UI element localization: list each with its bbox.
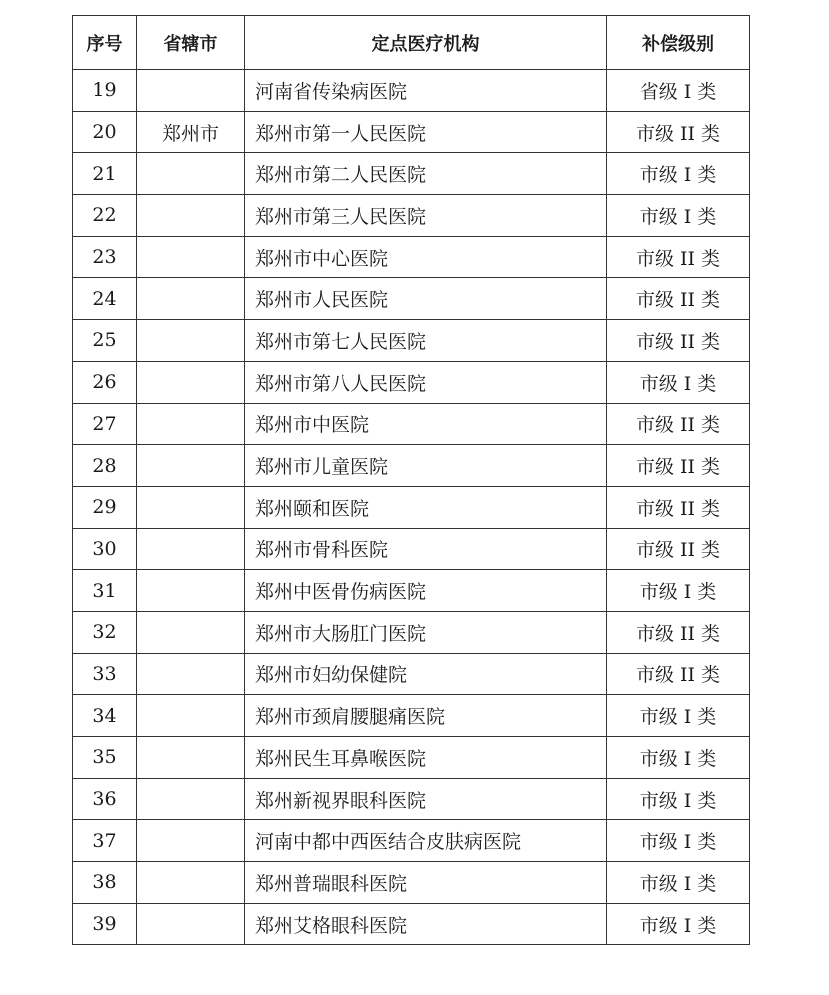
row-level: 市级 II 类 <box>607 403 750 445</box>
row-number: 29 <box>73 486 137 528</box>
row-level: 市级 I 类 <box>607 153 750 195</box>
row-city <box>137 236 245 278</box>
hospital-table <box>72 15 750 945</box>
row-institution: 郑州市妇幼保健院 <box>245 653 607 695</box>
table-row <box>73 153 750 195</box>
row-number: 22 <box>73 195 137 237</box>
row-city <box>137 737 245 779</box>
row-institution: 郑州市中医院 <box>245 403 607 445</box>
row-institution: 郑州艾格眼科医院 <box>245 903 607 945</box>
row-city <box>137 70 245 112</box>
row-institution: 郑州民生耳鼻喉医院 <box>245 737 607 779</box>
table-row <box>73 778 750 820</box>
row-city <box>137 611 245 653</box>
header-institution: 定点医疗机构 <box>245 16 607 70</box>
row-city <box>137 695 245 737</box>
row-number: 20 <box>73 111 137 153</box>
row-number: 26 <box>73 361 137 403</box>
row-city <box>137 320 245 362</box>
row-level: 市级 I 类 <box>607 570 750 612</box>
row-number: 33 <box>73 653 137 695</box>
row-institution: 河南省传染病医院 <box>245 70 607 112</box>
row-institution: 郑州市儿童医院 <box>245 445 607 487</box>
table-row <box>73 320 750 362</box>
row-institution: 郑州中医骨伤病医院 <box>245 570 607 612</box>
row-city <box>137 153 245 195</box>
row-level: 市级 II 类 <box>607 278 750 320</box>
row-institution: 郑州市人民医院 <box>245 278 607 320</box>
row-number: 38 <box>73 862 137 904</box>
table-row <box>73 236 750 278</box>
header-no: 序号 <box>73 16 137 70</box>
table-row <box>73 903 750 945</box>
table-row <box>73 361 750 403</box>
row-institution: 郑州市中心医院 <box>245 236 607 278</box>
row-number: 37 <box>73 820 137 862</box>
row-city <box>137 820 245 862</box>
table-header <box>73 16 750 70</box>
row-city <box>137 570 245 612</box>
row-number: 19 <box>73 70 137 112</box>
row-institution: 郑州市第八人民医院 <box>245 361 607 403</box>
table-row <box>73 695 750 737</box>
row-city <box>137 403 245 445</box>
row-level: 市级 I 类 <box>607 903 750 945</box>
table-row <box>73 486 750 528</box>
row-number: 25 <box>73 320 137 362</box>
table-row <box>73 570 750 612</box>
row-level: 市级 II 类 <box>607 528 750 570</box>
row-city: 郑州市 <box>137 111 245 153</box>
row-level: 市级 I 类 <box>607 820 750 862</box>
row-city <box>137 195 245 237</box>
table-row <box>73 862 750 904</box>
header-level: 补偿级别 <box>607 16 750 70</box>
row-level: 市级 II 类 <box>607 486 750 528</box>
row-institution: 郑州市第一人民医院 <box>245 111 607 153</box>
row-city <box>137 903 245 945</box>
row-number: 24 <box>73 278 137 320</box>
row-level: 市级 II 类 <box>607 320 750 362</box>
table-body <box>73 70 750 945</box>
table-row <box>73 195 750 237</box>
table-row <box>73 278 750 320</box>
table-row <box>73 820 750 862</box>
row-level: 市级 II 类 <box>607 236 750 278</box>
row-level: 市级 II 类 <box>607 653 750 695</box>
row-city <box>137 445 245 487</box>
row-level: 市级 II 类 <box>607 611 750 653</box>
row-level: 市级 I 类 <box>607 862 750 904</box>
header-row <box>73 16 750 70</box>
row-institution: 郑州市大肠肛门医院 <box>245 611 607 653</box>
row-institution: 郑州新视界眼科医院 <box>245 778 607 820</box>
row-number: 27 <box>73 403 137 445</box>
row-level: 市级 I 类 <box>607 737 750 779</box>
row-number: 28 <box>73 445 137 487</box>
row-number: 36 <box>73 778 137 820</box>
row-institution: 郑州颐和医院 <box>245 486 607 528</box>
table-row <box>73 403 750 445</box>
row-level: 市级 II 类 <box>607 111 750 153</box>
row-number: 35 <box>73 737 137 779</box>
row-institution: 郑州市第二人民医院 <box>245 153 607 195</box>
table-row <box>73 70 750 112</box>
row-number: 34 <box>73 695 137 737</box>
row-city <box>137 653 245 695</box>
row-city <box>137 278 245 320</box>
row-institution: 郑州市第七人民医院 <box>245 320 607 362</box>
row-level: 市级 I 类 <box>607 195 750 237</box>
row-city <box>137 486 245 528</box>
row-level: 市级 II 类 <box>607 445 750 487</box>
table-row <box>73 445 750 487</box>
header-city: 省辖市 <box>137 16 245 70</box>
row-city <box>137 778 245 820</box>
row-institution: 郑州市颈肩腰腿痛医院 <box>245 695 607 737</box>
table-row <box>73 528 750 570</box>
row-number: 32 <box>73 611 137 653</box>
row-city <box>137 528 245 570</box>
row-city <box>137 862 245 904</box>
row-city <box>137 361 245 403</box>
table-row <box>73 611 750 653</box>
table-row <box>73 653 750 695</box>
row-institution: 郑州市第三人民医院 <box>245 195 607 237</box>
table-row <box>73 111 750 153</box>
row-number: 31 <box>73 570 137 612</box>
row-institution: 河南中都中西医结合皮肤病医院 <box>245 820 607 862</box>
row-level: 市级 I 类 <box>607 695 750 737</box>
row-institution: 郑州普瑞眼科医院 <box>245 862 607 904</box>
table-row <box>73 737 750 779</box>
row-level: 市级 I 类 <box>607 361 750 403</box>
row-number: 23 <box>73 236 137 278</box>
row-level: 省级 I 类 <box>607 70 750 112</box>
row-level: 市级 I 类 <box>607 778 750 820</box>
row-number: 39 <box>73 903 137 945</box>
row-institution: 郑州市骨科医院 <box>245 528 607 570</box>
row-number: 30 <box>73 528 137 570</box>
row-number: 21 <box>73 153 137 195</box>
